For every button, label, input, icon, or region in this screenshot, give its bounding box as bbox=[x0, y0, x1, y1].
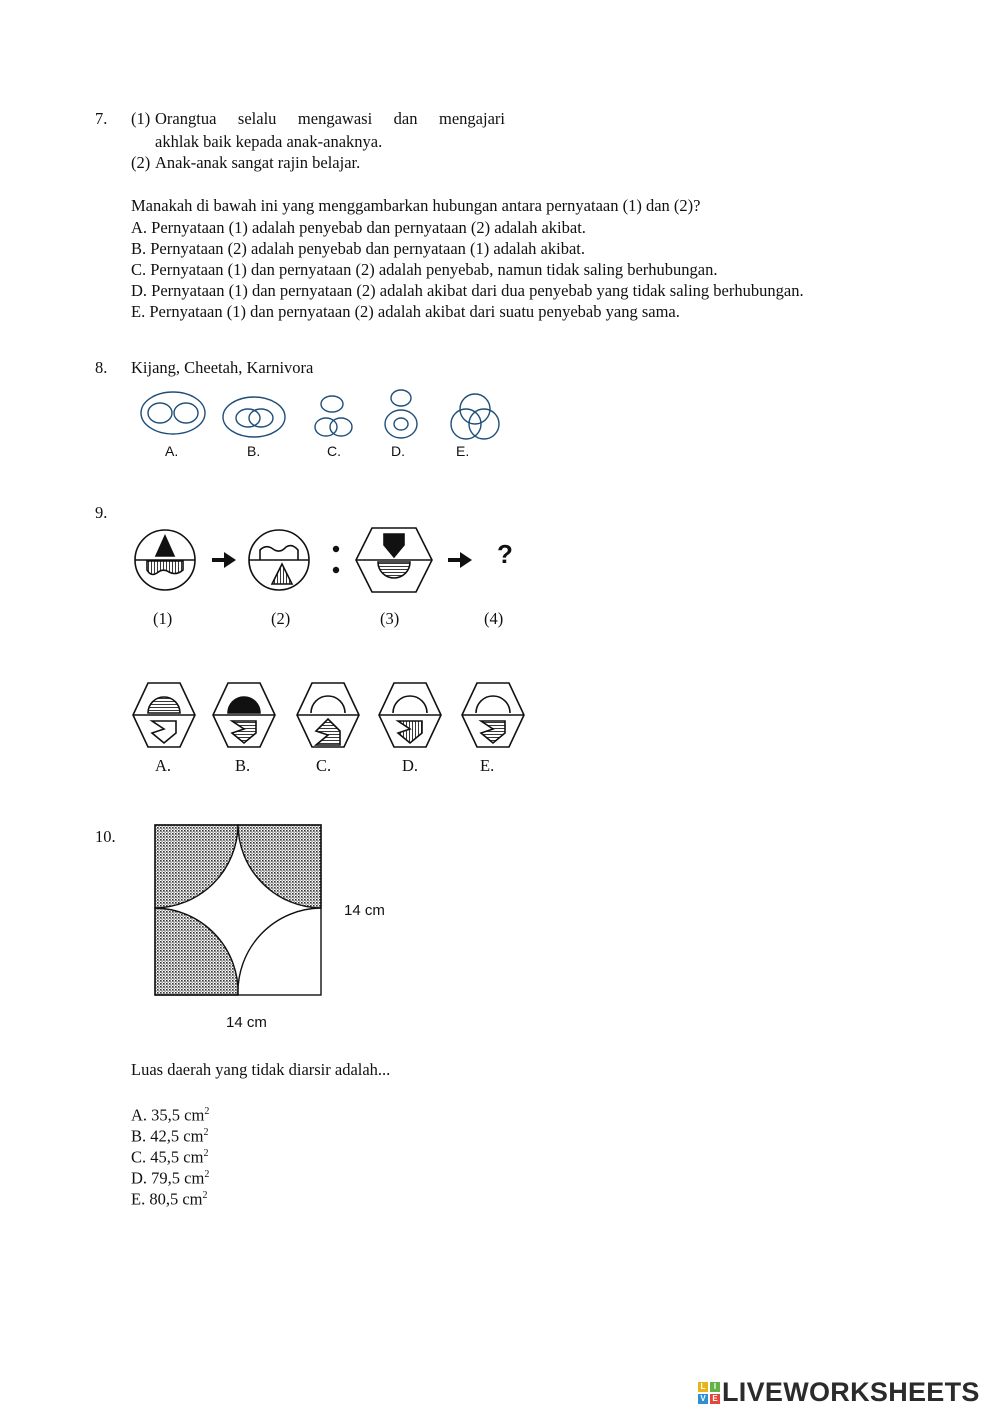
q8-label-e[interactable]: E. bbox=[456, 443, 470, 459]
q9-number: 9. bbox=[95, 503, 108, 522]
option-exponent: 2 bbox=[204, 1169, 210, 1180]
logo-tile: L bbox=[698, 1382, 708, 1392]
q7-statement1-label: (1) bbox=[131, 109, 151, 128]
q9-label-b[interactable]: B. bbox=[235, 756, 251, 775]
q9-figure-2 bbox=[249, 530, 309, 590]
q8-number: 8. bbox=[95, 358, 108, 377]
q10-square-figure bbox=[154, 824, 324, 999]
arrow-icon bbox=[212, 552, 236, 568]
option-value: 45,5 bbox=[150, 1147, 180, 1167]
option-letter: B. bbox=[131, 1126, 147, 1146]
option-unit: cm bbox=[184, 1168, 205, 1188]
q10-side-label: 14 cm bbox=[344, 902, 385, 919]
q8-venn-a[interactable] bbox=[141, 392, 205, 434]
q8-venn-c[interactable] bbox=[315, 396, 352, 436]
q8-label-d[interactable]: D. bbox=[391, 443, 405, 459]
option-unit: cm bbox=[183, 1147, 204, 1167]
logo-tile: E bbox=[710, 1394, 720, 1404]
q10-shaded-top-right bbox=[238, 825, 321, 908]
option-value: 42,5 bbox=[150, 1126, 180, 1146]
q8-label-a[interactable]: A. bbox=[165, 443, 179, 459]
option-letter: A. bbox=[131, 1105, 148, 1125]
q9-figure-3 bbox=[356, 528, 432, 592]
option-exponent: 2 bbox=[202, 1190, 208, 1201]
q7-option-d[interactable]: D. Pernyataan (1) dan pernyataan (2) adalah akibat dari dua penyebab yang tidak saling berhubungan. bbox=[131, 281, 804, 300]
q10-option-d[interactable] bbox=[131, 1164, 210, 1188]
q9-answer-figures bbox=[0, 673, 1000, 763]
q7-statement2-label: (2) bbox=[131, 153, 151, 172]
q10-option-b[interactable] bbox=[131, 1122, 209, 1146]
q9-option-e-figure[interactable] bbox=[462, 683, 524, 747]
q9-option-b-figure[interactable] bbox=[213, 683, 275, 747]
q8-terms: Kijang, Cheetah, Karnivora bbox=[131, 358, 314, 377]
q10-option-a[interactable] bbox=[131, 1101, 210, 1125]
q10-shaded-bottom-left bbox=[155, 908, 238, 995]
q9-seq-label-4: (4) bbox=[484, 609, 504, 628]
option-exponent: 2 bbox=[203, 1127, 209, 1138]
q9-seq-label-3: (3) bbox=[380, 609, 400, 628]
q9-seq-label-1: (1) bbox=[153, 609, 173, 628]
q9-unknown-mark: ? bbox=[497, 539, 513, 569]
logo-tile: I bbox=[710, 1382, 720, 1392]
brand-name: LIVEWORKSHEETS bbox=[722, 1377, 980, 1407]
q7-statement1-line1: Orangtua selalu mengawasi dan mengajari bbox=[155, 109, 505, 128]
q9-label-e[interactable]: E. bbox=[480, 756, 495, 775]
option-unit: cm bbox=[182, 1189, 203, 1209]
option-exponent: 2 bbox=[203, 1148, 209, 1159]
option-unit: cm bbox=[183, 1126, 204, 1146]
q9-label-d[interactable]: D. bbox=[402, 756, 419, 775]
q7-options bbox=[131, 217, 804, 322]
q8-venn-b[interactable] bbox=[223, 397, 285, 437]
q9-option-d-figure[interactable] bbox=[379, 683, 441, 747]
q8-venn-e[interactable] bbox=[451, 394, 499, 439]
q8-label-b[interactable]: B. bbox=[247, 443, 261, 459]
option-letter: C. bbox=[131, 1147, 147, 1167]
q7-option-e[interactable]: E. Pernyataan (1) dan pernyataan (2) adalah akibat dari suatu penyebab yang sama. bbox=[131, 302, 680, 321]
q7-statement1-line2: akhlak baik kepada anak-anaknya. bbox=[155, 132, 383, 151]
q9-label-a[interactable]: A. bbox=[155, 756, 172, 775]
q10-question: Luas daerah yang tidak diarsir adalah... bbox=[131, 1060, 391, 1079]
option-letter: D. bbox=[131, 1168, 148, 1188]
q10-option-c[interactable] bbox=[131, 1143, 209, 1167]
q10-number: 10. bbox=[95, 827, 116, 846]
option-value: 35,5 bbox=[151, 1105, 181, 1125]
logo-tiles-icon bbox=[698, 1382, 720, 1404]
q7-option-b[interactable]: B. Pernyataan (2) adalah penyebab dan pernyataan (1) adalah akibat. bbox=[131, 239, 585, 258]
option-value: 80,5 bbox=[149, 1189, 179, 1209]
q7-number: 7. bbox=[95, 109, 108, 128]
option-value: 79,5 bbox=[151, 1168, 181, 1188]
q10-options bbox=[131, 1101, 210, 1209]
q8-venn-d[interactable] bbox=[385, 390, 417, 438]
option-letter: E. bbox=[131, 1189, 146, 1209]
q9-label-c[interactable]: C. bbox=[316, 756, 332, 775]
q9-seq-label-2: (2) bbox=[271, 609, 291, 628]
logo-tile: V bbox=[698, 1394, 708, 1404]
q8-label-c[interactable]: C. bbox=[327, 443, 341, 459]
q10-shaded-top-left bbox=[155, 825, 238, 908]
q10-bottom-label: 14 cm bbox=[226, 1014, 267, 1031]
option-exponent: 2 bbox=[204, 1106, 210, 1117]
q7-option-c[interactable]: C. Pernyataan (1) dan pernyataan (2) adalah penyebab, namun tidak saling berhubungan. bbox=[131, 260, 718, 279]
q10-option-e[interactable] bbox=[131, 1185, 209, 1209]
q8-venn-diagrams bbox=[0, 385, 1000, 465]
q7-statement2: Anak-anak sangat rajin belajar. bbox=[155, 153, 361, 172]
q7-question: Manakah di bawah ini yang menggambarkan hubungan antara pernyataan (1) dan (2)? bbox=[131, 196, 701, 215]
arrow-icon bbox=[448, 552, 472, 568]
q9-option-a-figure[interactable] bbox=[133, 683, 195, 747]
q9-option-c-figure[interactable] bbox=[297, 683, 359, 747]
q9-figure-1 bbox=[135, 530, 195, 590]
q7-option-a[interactable]: A. Pernyataan (1) adalah penyebab dan pernyataan (2) adalah akibat. bbox=[131, 218, 586, 237]
option-unit: cm bbox=[184, 1105, 205, 1125]
